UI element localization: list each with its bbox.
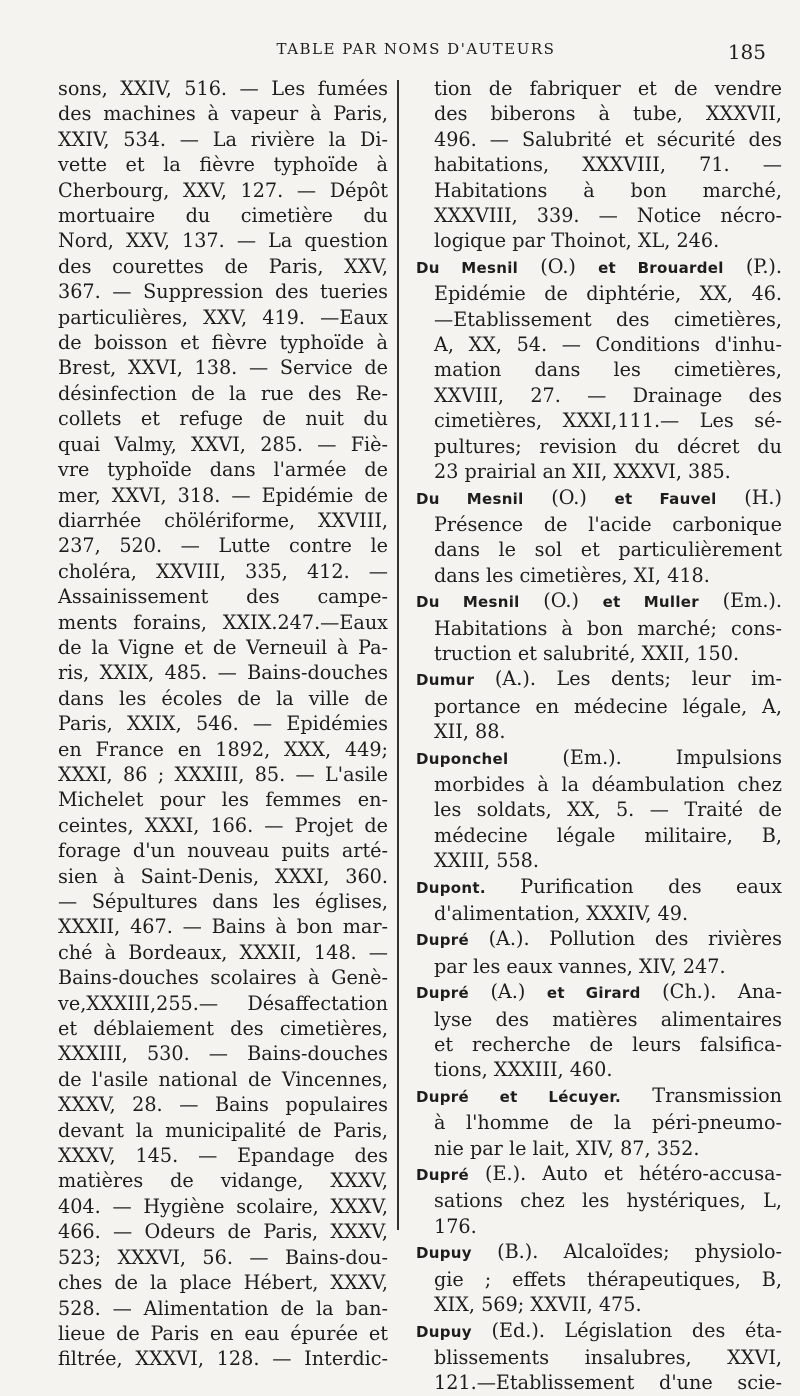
index-entry-heading [416, 979, 782, 1006]
text-line: tions, XXXIII, 460. [434, 1058, 613, 1082]
index-entry-heading [416, 588, 782, 615]
text-line: morbides à la déambulation chez [434, 772, 782, 796]
index-entry-heading [416, 926, 782, 953]
author-name: Dupuy [416, 1244, 472, 1263]
text-line: XXIV, 534. — La rivière la Di- [58, 127, 388, 151]
text-line: des biberons à tube, XXXVII, [434, 102, 782, 126]
entry-text: (O.) [523, 485, 615, 509]
text-line: filtrée, XXXVI, 128. — Interdic- [58, 1347, 388, 1371]
text-line: 528. — Alimentation de la ban- [58, 1296, 388, 1320]
text-line: pultures; revision du décret du [434, 434, 782, 458]
text-line: quai Valmy, XXVI, 285. — Fiè- [58, 432, 388, 456]
entry-text: (A.). Les dents; leur im- [474, 667, 782, 691]
text-line: ches de la place Hébert, XXXV, [58, 1271, 388, 1295]
text-line: XXVIII, 27. — Drainage des [434, 383, 782, 407]
author-name: Dumur [416, 671, 475, 690]
author-name: Dupré [416, 1166, 469, 1185]
text-line: lieue de Paris en eau épurée et [58, 1321, 388, 1345]
text-line: Habitations à bon marché, [434, 178, 782, 202]
text-line: sations chez les hystériques, L, [434, 1189, 782, 1213]
text-line: —Etablissement des cimetières, [434, 307, 782, 331]
text-line: et recherche de leurs falsifica- [434, 1033, 782, 1057]
text-line: et déblaiement des cimetières, [58, 1017, 388, 1041]
text-line: des machines à vapeur à Paris, [58, 102, 388, 126]
text-line: d'alimentation, XXXIV, 49. [434, 902, 689, 925]
text-line: 367. — Suppression des tueries [58, 280, 388, 304]
entry-text: (Em.). [698, 589, 783, 613]
text-line: Paris, XXIX, 546. — Epidémies [58, 712, 388, 736]
index-entry-heading [416, 666, 782, 693]
text-line: 121.—Etablissement d'une scie- [434, 1371, 782, 1395]
author-name: Du Mesnil [416, 489, 524, 508]
text-line: ché à Bordeaux, XXXII, 148. — [58, 940, 388, 964]
text-line: Bains-douches scolaires à Genè- [58, 966, 388, 990]
co-author-name: et Fauvel [614, 489, 717, 508]
entry-text: (Ch.). Ana- [640, 980, 782, 1004]
author-name: Dupuy [416, 1322, 472, 1341]
co-author-name: et Girard [546, 984, 641, 1003]
running-title: TABLE PAR NOMS D'AUTEURS [276, 40, 556, 58]
text-line: — Sépultures dans les églises, [58, 890, 388, 913]
text-line: XIX, 569; XXVII, 475. [434, 1293, 642, 1317]
text-line: ceintes, XXXI, 166. — Projet de [58, 813, 388, 837]
text-line: de boisson et fièvre typhoïde à [58, 331, 388, 355]
text-line: 466. — Odeurs de Paris, XXXV, [58, 1220, 388, 1244]
text-line: ments forains, XXIX.247.—Eaux [58, 610, 388, 634]
text-line: ve,XXXIII,255.— Désaffectation [58, 991, 388, 1015]
text-line: par les eaux vannes, XIV, 247. [434, 954, 726, 978]
text-line: XII, 88. [434, 720, 506, 744]
text-line: 23 prairial an XII, XXXVI, 385. [434, 460, 731, 484]
entry-text: Transmission [620, 1083, 782, 1107]
text-line: lyse des matières alimentaires [434, 1007, 782, 1031]
text-line: XXXVIII, 339. — Notice nécro- [434, 204, 782, 228]
entry-text: (Em.). Impulsions [508, 745, 782, 769]
text-line: diarrhée chölériforme, XXVIII, [58, 508, 388, 532]
column-divider [397, 80, 399, 1230]
text-line: dans les cimetières, XI, 418. [434, 563, 710, 587]
index-entry-heading [416, 874, 782, 901]
text-line: à l'homme de la péri-pneumo- [434, 1111, 782, 1135]
text-line: mer, XXVI, 318. — Epidémie de [58, 483, 388, 507]
text-line: XXXV, 28. — Bains populaires [58, 1093, 388, 1117]
text-line: matières de vidange, XXXV, [58, 1169, 388, 1193]
text-line: médecine légale militaire, B, [434, 823, 782, 847]
text-line: nie par le lait, XIV, 87, 352. [434, 1136, 700, 1160]
co-author-name: et Brouardel [598, 258, 724, 277]
text-line: 176. [434, 1214, 477, 1238]
text-line: cimetières, XXXI,111.— Les sé- [434, 409, 782, 433]
text-line: 237, 520. — Lutte contre le [58, 534, 388, 558]
index-entry-heading [416, 745, 782, 772]
author-name: Dupré et Lécuyer. [416, 1087, 621, 1106]
text-line: truction et salubrité, XXII, 150. [434, 641, 740, 665]
text-line: de la Vigne et de Verneuil à Pa- [58, 635, 388, 659]
entry-text: (A.) [468, 980, 547, 1004]
text-line: Présence de l'acide carbonique [434, 512, 782, 536]
text-line: Habitations à bon marché; cons- [434, 616, 782, 640]
author-name: Dupré [416, 984, 469, 1003]
text-line: A, XX, 54. — Conditions d'inhu- [434, 333, 782, 357]
author-name: Dupré [416, 931, 469, 950]
entry-text: (P.). [723, 254, 783, 278]
text-line: 496. — Salubrité et sécurité des [434, 127, 782, 151]
co-author-name: et Muller [602, 593, 699, 612]
text-line: vre typhoïde dans l'armée de [58, 458, 388, 482]
index-entry-heading [416, 1239, 782, 1266]
text-line: 404. — Hygiène scolaire, XXXV, [58, 1194, 388, 1218]
entry-text: (Ed.). Législation des éta- [471, 1318, 782, 1342]
page-header [60, 40, 772, 70]
text-line: mortuaire du cimetière du [58, 204, 388, 228]
entry-text: (B.). Alcaloïdes; physiolo- [471, 1240, 782, 1264]
text-line: mation dans les cimetières, [434, 358, 782, 382]
text-line: vette et la fièvre typhoïde à [58, 153, 388, 177]
text-line: gie ; effets thérapeutiques, B, [434, 1267, 782, 1291]
text-line: sons, XXIV, 516. — Les fumées [58, 77, 388, 100]
entry-text: (O.) [519, 589, 603, 613]
text-line: XXXII, 467. — Bains à bon mar- [58, 915, 388, 939]
author-name: Dupont. [416, 878, 486, 897]
right-column [416, 76, 782, 1396]
index-columns [58, 76, 783, 1395]
text-line: portance en médecine légale, A, [434, 694, 782, 718]
text-line: logique par Thoinot, XL, 246. [434, 229, 720, 253]
left-column [58, 76, 388, 1372]
text-line: XXXV, 145. — Epandage des [58, 1144, 388, 1168]
text-line: particulières, XXV, 419. —Eaux [58, 305, 388, 329]
text-line: blissements insalubres, XXVI, [434, 1345, 782, 1369]
text-line: collets et refuge de nuit du [58, 407, 388, 431]
text-line: dans les écoles de la ville de [58, 686, 388, 710]
entry-text: Purification des eaux [485, 874, 782, 898]
text-line: habitations, XXXVIII, 71. — [434, 153, 782, 177]
text-line: forage d'un nouveau puits arté- [58, 839, 388, 863]
text-line: Michelet pour les femmes en- [58, 788, 388, 812]
index-entry-heading [416, 1161, 782, 1188]
index-entry-heading [416, 485, 782, 512]
text-line: XXIII, 558. [434, 849, 539, 873]
text-line: des courettes de Paris, XXV, [58, 254, 388, 278]
text-line: dans le sol et particulièrement [434, 538, 782, 562]
entry-text: (H.) [716, 485, 783, 509]
page-number: 185 [727, 40, 766, 64]
text-line: ris, XXIX, 485. — Bains-douches [58, 661, 388, 685]
index-entry-heading [416, 254, 782, 281]
text-line: 523; XXXVI, 56. — Bains-dou- [58, 1245, 388, 1269]
author-name: Du Mesnil [416, 593, 520, 612]
text-line: XXXIII, 530. — Bains-douches [58, 1042, 388, 1066]
text-line: en France en 1892, XXX, 449; [58, 737, 388, 761]
author-name: Du Mesnil [416, 258, 519, 277]
entry-text: (A.). Pollution des rivières [468, 927, 782, 951]
text-line: XXXI, 86 ; XXXIII, 85. — L'asile [58, 762, 388, 786]
index-entry-heading [416, 1318, 782, 1345]
text-line: Epidémie de diphtérie, XX, 46. [434, 282, 782, 306]
text-line: devant la municipalité de Paris, [58, 1118, 388, 1142]
index-entry-heading [416, 1083, 782, 1110]
entry-text: (E.). Auto et hétéro-accusa- [468, 1162, 782, 1186]
entry-text: (O.) [518, 254, 599, 278]
text-line: tion de fabriquer et de vendre [434, 77, 782, 100]
text-line: Brest, XXVI, 138. — Service de [58, 356, 388, 380]
text-line: Nord, XXV, 137. — La question [58, 229, 388, 253]
text-line: choléra, XXVIII, 335, 412. — [58, 559, 388, 583]
text-line: Assainissement des campe- [58, 585, 388, 609]
author-name: Duponchel [416, 749, 509, 768]
text-line: les soldats, XX, 5. — Traité de [434, 798, 782, 822]
text-line: sien à Saint-Denis, XXXI, 360. [58, 864, 388, 888]
text-line: Cherbourg, XXV, 127. — Dépôt [58, 178, 388, 202]
text-line: de l'asile national de Vincennes, [58, 1067, 388, 1091]
text-line: désinfection de la rue des Re- [58, 381, 388, 405]
